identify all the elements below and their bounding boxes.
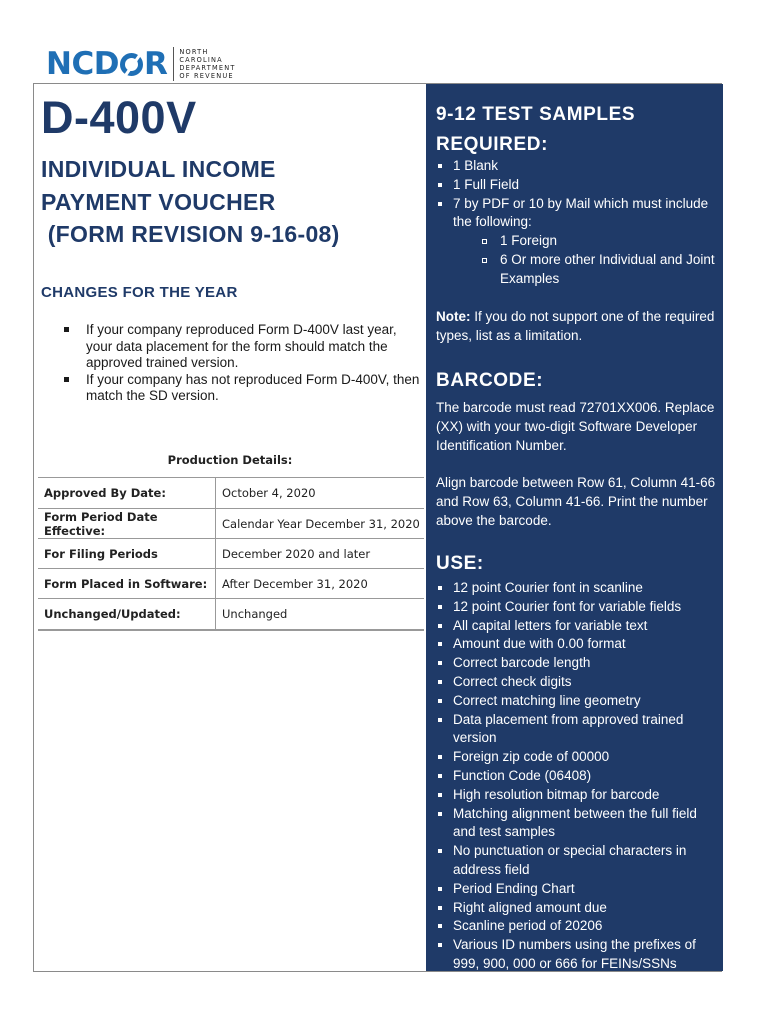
ncdor-wordmark: NCD R (46, 46, 168, 82)
row-label: Unchanged/Updated: (38, 599, 216, 631)
list-item: No punctuation or special characters in address field (436, 842, 716, 880)
list-item: All capital letters for variable text (436, 617, 716, 636)
list-item: Foreign zip code of 00000 (436, 748, 716, 767)
ncdor-logo (46, 46, 236, 82)
list-item: Various ID numbers using the prefixes of 999, 900, 000 or 666 for FEINs/SSNs (436, 936, 716, 974)
list-item: Amount due with 0.00 format (436, 635, 716, 654)
table-row (38, 599, 424, 631)
table-row (38, 509, 424, 539)
list-item: Correct barcode length (436, 654, 716, 673)
list-item: Function Code (06408) (436, 767, 716, 786)
changes-item: If your company reproduced Form D-400V last year, your data placement for the form should match the approved trained version. (61, 322, 421, 372)
logo-department-text: NORTH CAROLINA DEPARTMENT OF REVENUE (179, 47, 236, 81)
logo-divider (173, 47, 174, 81)
list-item: 12 point Courier font for variable fields (436, 598, 716, 617)
table-row (38, 569, 424, 599)
row-value: December 2020 and later (216, 539, 425, 569)
form-title-line: (FORM REVISION 9-16-08) (41, 221, 340, 247)
changes-item: If your company has not reproduced Form D-400V, then match the SD version. (61, 372, 421, 405)
barcode-paragraph: The barcode must read 72701XX006. Replace (XX) with your two-digit Software Developer Identification Number. (436, 400, 715, 453)
list-item: Data placement from approved trained version (436, 711, 716, 749)
table-row (38, 539, 424, 569)
list-item: 1 Blank (436, 157, 716, 176)
changes-list (61, 322, 421, 405)
row-value: Calendar Year December 31, 2020 (216, 509, 425, 539)
production-details-table (38, 477, 424, 631)
list-item: Right aligned amount due (436, 899, 716, 918)
barcode-heading: BARCODE: (436, 370, 544, 391)
logo-o-ring-icon (120, 53, 143, 76)
form-title-line: INDIVIDUAL INCOME (41, 156, 276, 182)
list-item: 1 Full Field (436, 176, 716, 195)
row-value: October 4, 2020 (216, 478, 425, 509)
list-item: 12 point Courier font in scanline (436, 579, 716, 598)
table-row (38, 478, 424, 509)
list-item: 7 by PDF or 10 by Mail which must include the following: 1 Foreign 6 Or more other Individual and Joint Examples (436, 195, 716, 289)
row-label: Approved By Date: (38, 478, 216, 509)
changes-heading: CHANGES FOR THE YEAR (41, 284, 238, 301)
row-label: Form Period Date Effective: (38, 509, 216, 539)
row-value: After December 31, 2020 (216, 569, 425, 599)
form-title-line: PAYMENT VOUCHER (41, 188, 276, 215)
samples-heading: 9-12 TEST SAMPLES REQUIRED: (436, 104, 636, 155)
list-item: Period Ending Chart (436, 880, 716, 899)
samples-sub-list (453, 232, 716, 288)
sub-list-item: 6 Or more other Individual and Joint Examples (453, 251, 716, 289)
barcode-alignment-paragraph: Align barcode between Row 61, Column 41-66 and Row 63, Column 41-66. Print the number above the barcode. (436, 475, 716, 528)
list-item: Scanline period of 20206 (436, 917, 716, 936)
production-details-title: Production Details: (167, 453, 293, 467)
form-code: D-400V (41, 92, 197, 143)
list-item: Matching alignment between the full field and test samples (436, 805, 716, 843)
form-title (41, 153, 340, 251)
samples-list (436, 157, 716, 289)
list-item: High resolution bitmap for barcode (436, 786, 716, 805)
row-label: For Filing Periods (38, 539, 216, 569)
samples-note: Note: If you do not support one of the required types, list as a limitation. (436, 309, 715, 343)
sub-list-item: 1 Foreign (453, 232, 716, 251)
use-heading: USE: (436, 553, 484, 574)
page-frame (33, 83, 722, 972)
list-item: Correct matching line geometry (436, 692, 716, 711)
list-item: Correct check digits (436, 673, 716, 692)
use-list (436, 579, 716, 974)
row-value: Unchanged (216, 599, 425, 631)
left-column (34, 84, 426, 971)
row-label: Form Placed in Software: (38, 569, 216, 599)
requirements-panel (426, 84, 723, 971)
